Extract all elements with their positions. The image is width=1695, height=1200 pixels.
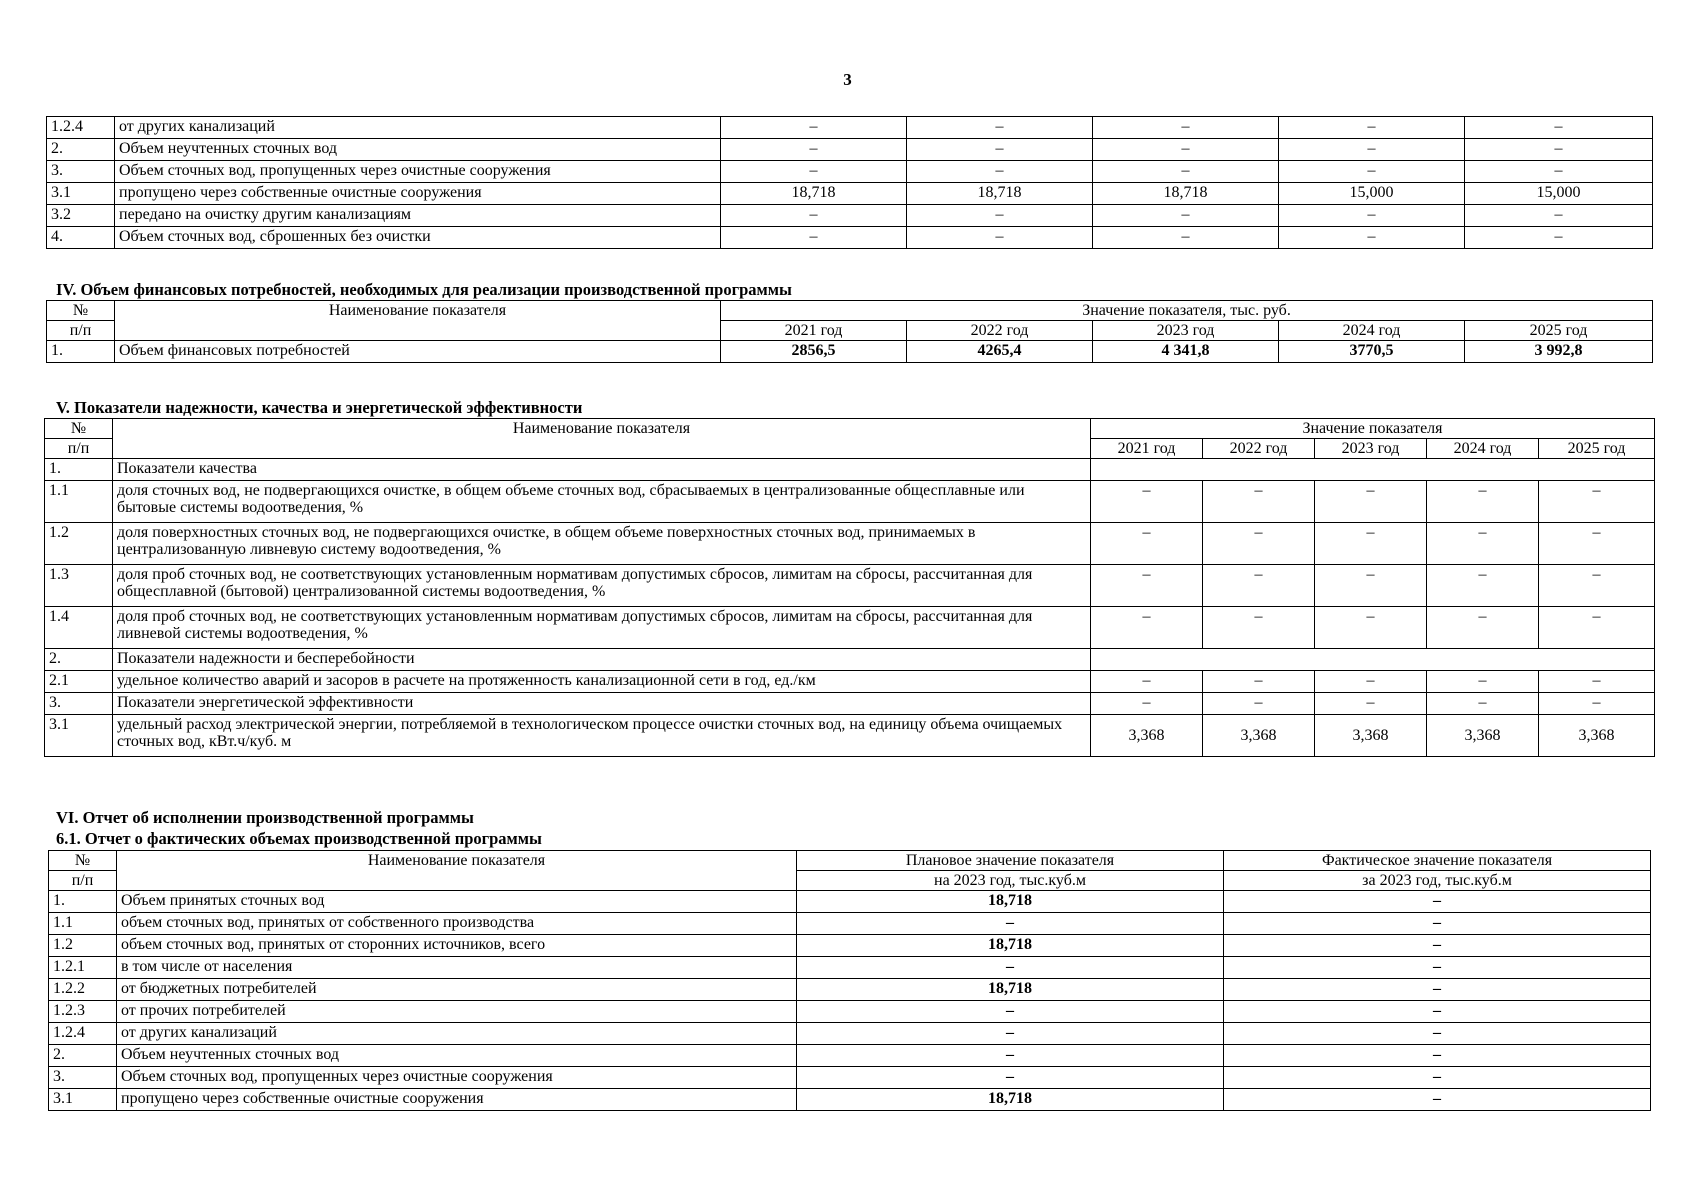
row-name: объем сточных вод, принятых от собственного производства	[117, 913, 797, 935]
row-value: –	[1279, 205, 1465, 227]
row-number: 2.	[47, 139, 115, 161]
row-value: –	[1465, 205, 1653, 227]
row-fact-value: –	[1224, 935, 1651, 957]
row-number: 3.	[45, 693, 113, 715]
row-value: –	[1427, 671, 1539, 693]
row-name: от бюджетных потребителей	[117, 979, 797, 1001]
row-number: 1.2.4	[47, 117, 115, 139]
row-value: 4 341,8	[1093, 341, 1279, 363]
row-value: –	[1539, 523, 1655, 565]
row-name: Объем неучтенных сточных вод	[115, 139, 721, 161]
row-plan-value: 18,718	[797, 935, 1224, 957]
row-value: –	[1093, 117, 1279, 139]
row-value: –	[1465, 117, 1653, 139]
row-fact-value: –	[1224, 1045, 1651, 1067]
row-value: 4265,4	[907, 341, 1093, 363]
col-no-header: №	[47, 301, 115, 321]
row-value: –	[907, 139, 1093, 161]
row-fact-value: –	[1224, 1067, 1651, 1089]
row-name: в том числе от населения	[117, 957, 797, 979]
year-header: 2022 год	[1203, 439, 1315, 459]
row-value: 18,718	[721, 183, 907, 205]
row-value: 2856,5	[721, 341, 907, 363]
row-plan-value: –	[797, 1023, 1224, 1045]
row-fact-value: –	[1224, 957, 1651, 979]
table-row	[49, 1045, 1651, 1067]
row-number: 1.2	[49, 935, 117, 957]
row-value: –	[1427, 607, 1539, 649]
table-row	[47, 117, 1653, 139]
row-number: 1.	[45, 459, 113, 481]
row-value: –	[721, 227, 907, 249]
row-fact-value: –	[1224, 979, 1651, 1001]
row-value: –	[1279, 227, 1465, 249]
row-name: пропущено через собственные очистные сооружения	[115, 183, 721, 205]
row-name: Объем сточных вод, пропущенных через очистные сооружения	[115, 161, 721, 183]
col-name-header: Наименование показателя	[115, 301, 721, 341]
year-header: 2021 год	[1091, 439, 1203, 459]
row-value: –	[1315, 671, 1427, 693]
row-number: 2.	[45, 649, 113, 671]
row-value: –	[1093, 205, 1279, 227]
row-value: 15,000	[1279, 183, 1465, 205]
table-row	[45, 649, 1655, 671]
row-name: Объем неучтенных сточных вод	[117, 1045, 797, 1067]
row-number: 1.	[49, 891, 117, 913]
row-value: –	[1465, 227, 1653, 249]
row-name: от других канализаций	[115, 117, 721, 139]
table-row	[47, 227, 1653, 249]
row-name: передано на очистку другим канализациям	[115, 205, 721, 227]
row-value: –	[1093, 161, 1279, 183]
row-value: –	[1203, 523, 1315, 565]
row-plan-value: –	[797, 913, 1224, 935]
row-name: удельное количество аварий и засоров в расчете на протяженность канализационной сети в год, ед./км	[113, 671, 1091, 693]
year-header: 2021 год	[721, 321, 907, 341]
page-number: 3	[843, 70, 852, 89]
col-name-header: Наименование показателя	[117, 851, 797, 891]
table-row	[49, 935, 1651, 957]
row-value: –	[1539, 565, 1655, 607]
row-name: доля проб сточных вод, не соответствующих установленным нормативам допустимых сбросов, лимитам на сбросы, рассчитанная для ливневой системы водоотведения, %	[113, 607, 1091, 649]
row-value: –	[1427, 565, 1539, 607]
section4-title: IV. Объем финансовых потребностей, необходимых для реализации производственной программы	[56, 280, 792, 299]
row-number: 1.2.3	[49, 1001, 117, 1023]
year-header: 2025 год	[1539, 439, 1655, 459]
row-value: –	[1203, 607, 1315, 649]
row-value: –	[1091, 693, 1203, 715]
row-value: 3 992,8	[1465, 341, 1653, 363]
row-plan-value: –	[797, 1045, 1224, 1067]
row-value: –	[1093, 139, 1279, 161]
table-row	[49, 1067, 1651, 1089]
table-row	[47, 161, 1653, 183]
section6-subtitle: 6.1. Отчет о фактических объемах производственной программы	[56, 829, 542, 848]
row-value: –	[1091, 523, 1203, 565]
row-value: –	[1203, 693, 1315, 715]
row-value: –	[1315, 523, 1427, 565]
row-value: –	[1091, 607, 1203, 649]
row-value: 3,368	[1203, 715, 1315, 757]
row-name: удельный расход электрической энергии, потребляемой в технологическом процессе очистки сточных вод, на единицу объема очищаемых сточных вод, кВт.ч/куб. м	[113, 715, 1091, 757]
row-name: Объем сточных вод, сброшенных без очистки	[115, 227, 721, 249]
row-value: –	[1539, 481, 1655, 523]
table-row	[45, 523, 1655, 565]
row-value: –	[721, 161, 907, 183]
row-value: 18,718	[1093, 183, 1279, 205]
table-row	[47, 205, 1653, 227]
table-row	[49, 979, 1651, 1001]
table-row	[49, 1001, 1651, 1023]
row-value: –	[1427, 693, 1539, 715]
row-name: доля поверхностных сточных вод, не подвергающихся очистке, в общем объеме поверхностных сточных вод, принимаемых в централизованную ливневую систему водоотведения, %	[113, 523, 1091, 565]
table-row	[49, 957, 1651, 979]
row-plan-value: –	[797, 1001, 1224, 1023]
row-value: 3,368	[1539, 715, 1655, 757]
table-top	[46, 116, 1652, 249]
row-number: 1.2.2	[49, 979, 117, 1001]
row-value: –	[1465, 139, 1653, 161]
table-row	[47, 341, 1653, 363]
row-value: –	[1427, 481, 1539, 523]
section6-title: VI. Отчет об исполнении производственной программы	[56, 808, 474, 827]
row-number: 1.2.4	[49, 1023, 117, 1045]
table-row	[47, 139, 1653, 161]
col-no-header-2: п/п	[45, 439, 113, 459]
row-number: 2.1	[45, 671, 113, 693]
row-plan-value: 18,718	[797, 891, 1224, 913]
row-name: объем сточных вод, принятых от сторонних источников, всего	[117, 935, 797, 957]
row-value: –	[1315, 693, 1427, 715]
row-number: 1.1	[49, 913, 117, 935]
table-row	[45, 565, 1655, 607]
row-name: Объем сточных вод, пропущенных через очистные сооружения	[117, 1067, 797, 1089]
row-value: –	[907, 161, 1093, 183]
row-value: –	[1315, 481, 1427, 523]
row-number: 3.1	[47, 183, 115, 205]
row-fact-value: –	[1224, 913, 1651, 935]
section5-title: V. Показатели надежности, качества и энергетической эффективности	[56, 398, 583, 417]
row-value: 3770,5	[1279, 341, 1465, 363]
row-plan-value: –	[797, 1067, 1224, 1089]
row-name: Показатели энергетической эффективности	[113, 693, 1091, 715]
row-name: доля проб сточных вод, не соответствующих установленным нормативам допустимых сбросов, лимитам на сбросы, рассчитанная для общесплавной (бытовой) централизованной системы водоотведения, %	[113, 565, 1091, 607]
row-value: –	[1315, 565, 1427, 607]
row-plan-value: 18,718	[797, 979, 1224, 1001]
year-header: 2024 год	[1279, 321, 1465, 341]
row-number: 1.3	[45, 565, 113, 607]
row-name: Объем финансовых потребностей	[115, 341, 721, 363]
row-value: –	[1203, 671, 1315, 693]
row-name: Показатели надежности и бесперебойности	[113, 649, 1091, 671]
table-row	[45, 481, 1655, 523]
table-row	[49, 1089, 1651, 1111]
col-value-header: Значение показателя	[1091, 419, 1655, 439]
row-name: доля сточных вод, не подвергающихся очистке, в общем объеме сточных вод, сбрасываемых в централизованные общесплавные или бытовые системы водоотведения, %	[113, 481, 1091, 523]
row-number: 1.2	[45, 523, 113, 565]
year-header: 2023 год	[1315, 439, 1427, 459]
row-name: Объем принятых сточных вод	[117, 891, 797, 913]
row-value-empty	[1091, 649, 1655, 671]
row-value: –	[1279, 139, 1465, 161]
row-value: 3,368	[1315, 715, 1427, 757]
row-number: 2.	[49, 1045, 117, 1067]
col-plan-header: Плановое значение показателя	[797, 851, 1224, 871]
col-no-header-2: п/п	[49, 871, 117, 891]
row-value: –	[1427, 523, 1539, 565]
row-value: –	[907, 227, 1093, 249]
table-row	[47, 183, 1653, 205]
row-value: –	[1539, 671, 1655, 693]
col-no-header: №	[45, 419, 113, 439]
table-row	[49, 913, 1651, 935]
row-value: –	[721, 205, 907, 227]
row-value: –	[1091, 481, 1203, 523]
row-value: –	[907, 205, 1093, 227]
table-section6	[48, 850, 1650, 1111]
row-number: 4.	[47, 227, 115, 249]
row-value: –	[721, 139, 907, 161]
row-value: –	[1315, 607, 1427, 649]
year-header: 2024 год	[1427, 439, 1539, 459]
row-value: –	[1091, 565, 1203, 607]
row-value: –	[907, 117, 1093, 139]
row-fact-value: –	[1224, 891, 1651, 913]
table-row	[49, 891, 1651, 913]
row-fact-value: –	[1224, 1023, 1651, 1045]
row-value: –	[1091, 671, 1203, 693]
table-row	[45, 459, 1655, 481]
col-fact-header: Фактическое значение показателя	[1224, 851, 1651, 871]
year-header: 2023 год	[1093, 321, 1279, 341]
row-name: от прочих потребителей	[117, 1001, 797, 1023]
row-value: –	[1279, 117, 1465, 139]
row-value: –	[1093, 227, 1279, 249]
col-no-header: №	[49, 851, 117, 871]
row-number: 1.2.1	[49, 957, 117, 979]
table-section5	[44, 418, 1654, 757]
row-value: –	[1539, 607, 1655, 649]
year-header: 2022 год	[907, 321, 1093, 341]
row-value: –	[1539, 693, 1655, 715]
row-plan-value: –	[797, 957, 1224, 979]
row-number: 3.1	[49, 1089, 117, 1111]
table-section4	[46, 300, 1652, 363]
table-row	[49, 1023, 1651, 1045]
table-row	[45, 671, 1655, 693]
col-value-header: Значение показателя, тыс. руб.	[721, 301, 1653, 321]
row-number: 3.1	[45, 715, 113, 757]
row-plan-value: 18,718	[797, 1089, 1224, 1111]
col-name-header: Наименование показателя	[113, 419, 1091, 459]
row-number: 3.2	[47, 205, 115, 227]
row-number: 3.	[47, 161, 115, 183]
row-value: –	[721, 117, 907, 139]
row-value-empty	[1091, 459, 1655, 481]
table-row	[45, 607, 1655, 649]
col-plan-header-2: на 2023 год, тыс.куб.м	[797, 871, 1224, 891]
row-value: 15,000	[1465, 183, 1653, 205]
row-name: пропущено через собственные очистные сооружения	[117, 1089, 797, 1111]
row-fact-value: –	[1224, 1089, 1651, 1111]
row-value: 3,368	[1091, 715, 1203, 757]
row-value: –	[1279, 161, 1465, 183]
row-number: 1.1	[45, 481, 113, 523]
year-header: 2025 год	[1465, 321, 1653, 341]
row-value: –	[1465, 161, 1653, 183]
row-value: –	[1203, 481, 1315, 523]
row-name: Показатели качества	[113, 459, 1091, 481]
row-fact-value: –	[1224, 1001, 1651, 1023]
col-no-header-2: п/п	[47, 321, 115, 341]
table-row	[45, 693, 1655, 715]
row-name: от других канализаций	[117, 1023, 797, 1045]
row-number: 1.4	[45, 607, 113, 649]
row-value: 3,368	[1427, 715, 1539, 757]
col-fact-header-2: за 2023 год, тыс.куб.м	[1224, 871, 1651, 891]
row-value: –	[1203, 565, 1315, 607]
row-value: 18,718	[907, 183, 1093, 205]
row-number: 3.	[49, 1067, 117, 1089]
table-row	[45, 715, 1655, 757]
row-number: 1.	[47, 341, 115, 363]
